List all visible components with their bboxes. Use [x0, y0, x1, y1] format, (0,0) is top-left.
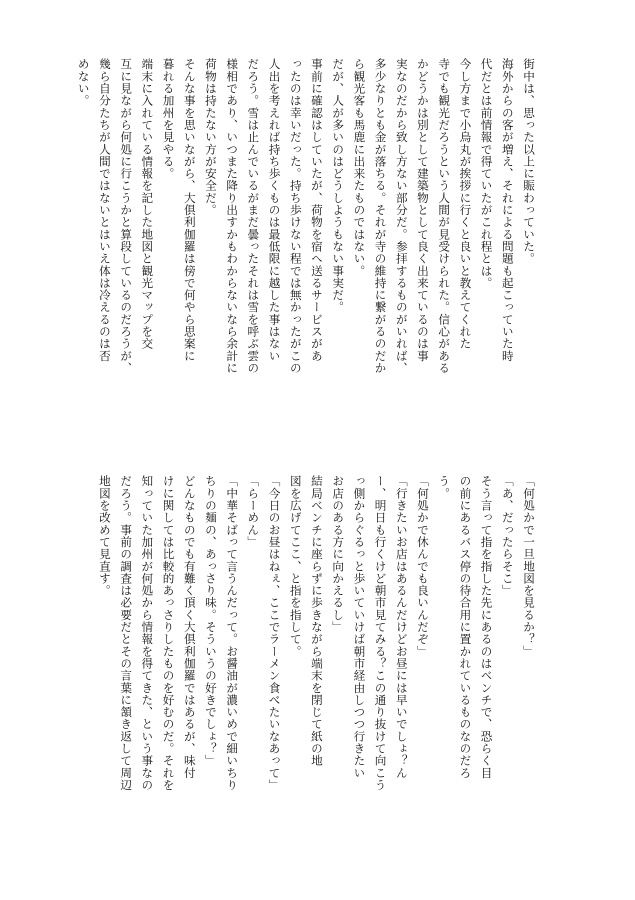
text-line: 「中華そばって言うんだって。お醤油が濃いめで細いちり — [225, 475, 240, 791]
text-line: 代だとは前情報で得ていたがこれ程とは。 — [479, 58, 494, 289]
text-line: 「あ、だったらそこ」 — [500, 475, 515, 597]
text-line: めない。 — [76, 58, 91, 107]
text-line: お店のある方に向かえるし」 — [331, 475, 346, 633]
text-line: 幾ら自分たちが人間ではないとはいえ体は冷えるのは否 — [97, 58, 112, 362]
text-line: 結局ベンチに座らずに歩きながら端末を閉じて紙の地 — [309, 475, 324, 767]
bottom-text-block — [94, 475, 539, 835]
text-line: 寺でも観光だろうという人間が見受けられた。信心がある — [437, 58, 452, 374]
text-line: 互に見ながら何処に行こうかと算段しているのだろうが、 — [119, 58, 134, 374]
text-line: 多少なりとも金が落ちる。それが寺の維持に繋がるのだか — [373, 58, 388, 374]
text-line: 街中は、思った以上に賑わっていた。 — [522, 58, 536, 265]
text-line: 実なのだから致し方ない部分だ。参拝するものがいれば、 — [394, 58, 409, 374]
text-line: そう言って指を指した先にあるのはベンチで、恐らく目 — [479, 475, 494, 779]
text-line: ー、明日も行くけど朝市見てみる？この通り抜けて向こう — [373, 475, 388, 791]
text-line: だが、人が多いのはどうしようもない事実だ。 — [331, 58, 346, 314]
text-line: の前にあるバス停の待合用に置かれているものなのだろ — [458, 475, 473, 779]
text-line: 「らーめん」 — [246, 475, 261, 548]
text-line: 端末に入れている情報を記した地図と観光マップを交 — [140, 58, 155, 350]
text-line: だろう。事前の調査は必要だとその言葉に頷き返して周辺 — [119, 475, 134, 791]
text-line: 地図を改めて見直す。 — [97, 475, 112, 597]
text-line: 今し方まで小烏丸が挨拶に行くと良いと教えてくれた — [458, 58, 473, 350]
text-line: 図を広げてここ、と指を指して。 — [288, 475, 303, 658]
text-line: 海外からの客が増え、それによる問題も起こっていた時 — [500, 58, 515, 362]
text-line: けに関しては比較的あっさりしたものを好むのだ。それを — [161, 475, 176, 791]
top-text-block — [73, 58, 539, 418]
text-line: 「何処かで休んでも良いんだぞ」 — [415, 475, 430, 658]
text-line: 「行きたいお店はあるんだけどお昼には早いでしょ？ん — [394, 475, 409, 779]
text-line: 「今日のお昼はねぇ、ここでラーメン食べたいなあって」 — [267, 475, 282, 791]
text-line: 暮れる加州を見やる。 — [161, 58, 176, 180]
text-line: だろう。雪は止んでいるがまだ曇ったそれは雪を呼ぶ雲の — [246, 58, 261, 374]
text-line: そんな事を思いながら、大倶利伽羅は傍で何やら思案に — [182, 58, 197, 362]
text-line: 様相であり、いつまた降り出すかもわからないなら余計に — [225, 58, 240, 374]
text-line: ら観光客も馬鹿に出来たものではない。 — [352, 58, 367, 277]
text-line: 人出を考えれば持ち歩くものは最低限に越した事はない — [267, 58, 282, 362]
text-line: どんなものでも有難く頂く大倶利伽羅ではあるが、味付 — [182, 475, 197, 779]
text-line: 「何処かで一旦地図を見るか？」 — [522, 475, 536, 658]
text-line: ちりの麺の、あっさり味。そういうの好きでしょ？」 — [203, 475, 218, 767]
text-line: っ側からぐるっと歩いていけば朝市経由しつつ行きたい — [352, 475, 367, 779]
text-line: 知っていた加州が何処から情報を得てきた、という事なの — [140, 475, 155, 791]
text-line: 荷物は持たない方が安全だ。 — [203, 58, 218, 216]
text-line: う。 — [437, 475, 452, 500]
text-line: 事前に確認はしていたが、荷物を宿へ送るサービスがあ — [309, 58, 324, 362]
text-line: ったのは幸いだった。持ち歩けない程では無かったがこの — [288, 58, 303, 374]
text-line: かどうかは別として建築物として良く出来ているのは事 — [415, 58, 430, 362]
